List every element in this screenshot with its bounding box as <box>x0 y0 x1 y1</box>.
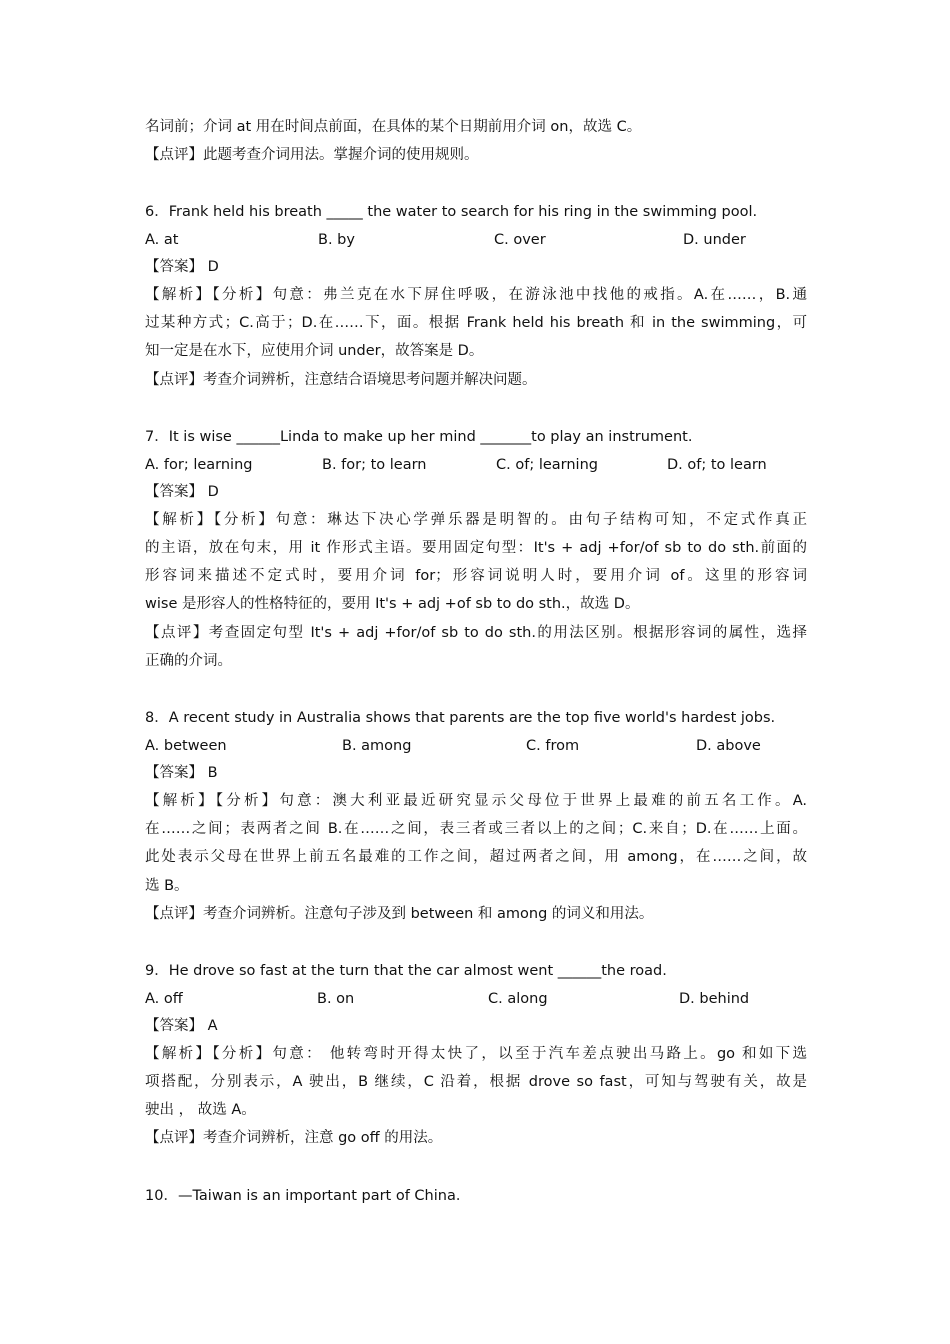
question-9-comment: 【点评】考查介词辨析，注意 go off 的用法。 <box>145 1130 443 1146</box>
question-7-answer: 【答案】 D <box>145 484 219 500</box>
question-9-option-c: C. along <box>488 991 548 1007</box>
question-6-answer: 【答案】 D <box>145 259 219 275</box>
question-9-option-a: A. off <box>145 991 183 1007</box>
question-6-analysis-line: 知一定是在水下，应使用介词 under，故答案是 D。 <box>145 343 484 359</box>
question-9-analysis-line: 【解析】【分析】句意： 他转弯时开得太快了，以至于汽车差点驶出马路上。go 和如下选 <box>145 1046 807 1062</box>
question-9-answer: 【答案】 A <box>145 1018 218 1034</box>
question-7-analysis-line: 形容词来描述不定式时，要用介词 for；形容词说明人时，要用介词 of。这里的形容词 <box>145 568 807 584</box>
question-6-option-a: A. at <box>145 232 179 248</box>
question-7-analysis-line: 【解析】【分析】句意：琳达下决心学弹乐器是明智的。由句子结构可知，不定式作真正 <box>145 512 807 528</box>
question-8-answer: 【答案】 B <box>145 765 218 781</box>
question-6-comment: 【点评】考查介词辨析，注意结合语境思考问题并解决问题。 <box>145 372 537 388</box>
question-8-stem: 8．A recent study in Australia shows that parents are the top five world's hardest jobs. <box>145 710 776 726</box>
question-6-analysis-line: 过某种方式；C.高于；D.在……下，面。根据 Frank held his breath 和 in the swimming，可 <box>145 315 807 331</box>
question-8-analysis-line: 此处表示父母在世界上前五名最难的工作之间，超过两者之间，用 among，在……之间，故 <box>145 849 807 865</box>
question-8-analysis-line: 在……之间；表两者之间 B.在……之间，表三者或三者以上的之间；C.来自；D.在……上面。 <box>145 821 807 837</box>
question-7-stem: 7．It is wise ______Linda to make up her mind _______to play an instrument. <box>145 429 693 445</box>
intro-comment: 【点评】此题考查介词用法。掌握介词的使用规则。 <box>145 147 479 163</box>
question-8-comment: 【点评】考查介词辨析。注意句子涉及到 between 和 among 的词义和用法。 <box>145 906 654 922</box>
question-7-comment: 正确的介词。 <box>145 653 232 669</box>
question-7-option-a: A. for; learning <box>145 457 253 473</box>
question-6-option-b: B. by <box>318 232 355 248</box>
question-7-analysis-line: wise 是形容人的性格特征的，要用 It's + adj +of sb to do sth.，故选 D。 <box>145 596 640 612</box>
question-7-comment: 【点评】考查固定句型 It's + adj +for/of sb to do sth.的用法区别。根据形容词的属性，选择 <box>145 625 807 641</box>
question-9-analysis-line: 项搭配，分别表示，A 驶出，B 继续，C 沿着，根据 drove so fast，可知与驾驶有关，故是 <box>145 1074 807 1090</box>
question-8-analysis-line: 【解析】【分析】句意：澳大利亚最近研究显示父母位于世界上最难的前五名工作。A. <box>145 793 807 809</box>
question-8-option-c: C. from <box>526 738 580 754</box>
question-9-analysis-line: 驶出 ， 故选 A。 <box>145 1102 256 1118</box>
question-6-option-c: C. over <box>494 232 546 248</box>
question-7-analysis-line: 的主语，放在句末，用 it 作形式主语。要用固定句型：It's + adj +for/of sb to do sth.前面的 <box>145 540 807 556</box>
question-6-analysis-line: 【解析】【分析】句意：弗兰克在水下屏住呼吸，在游泳池中找他的戒指。A.在……，B.通 <box>145 287 807 303</box>
question-8-option-a: A. between <box>145 738 227 754</box>
question-7-option-d: D. of; to learn <box>667 457 767 473</box>
question-6-stem: 6．Frank held his breath _____ the water to search for his ring in the swimming pool. <box>145 204 758 220</box>
question-10-stem: 10．—Taiwan is an important part of China． <box>145 1188 471 1204</box>
question-9-stem: 9．He drove so fast at the turn that the car almost went ______the road. <box>145 963 667 979</box>
intro-text: 名词前；介词 at 用在时间点前面，在具体的某个日期前用介词 on，故选 C。 <box>145 119 642 135</box>
question-8-option-d: D. above <box>696 738 761 754</box>
question-7-option-c: C. of; learning <box>496 457 598 473</box>
question-9-option-b: B. on <box>317 991 355 1007</box>
question-6-option-d: D. under <box>683 232 746 248</box>
question-9-option-d: D. behind <box>679 991 750 1007</box>
question-8-option-b: B. among <box>342 738 412 754</box>
question-8-analysis-line: 选 B。 <box>145 878 189 894</box>
question-7-option-b: B. for; to learn <box>322 457 427 473</box>
